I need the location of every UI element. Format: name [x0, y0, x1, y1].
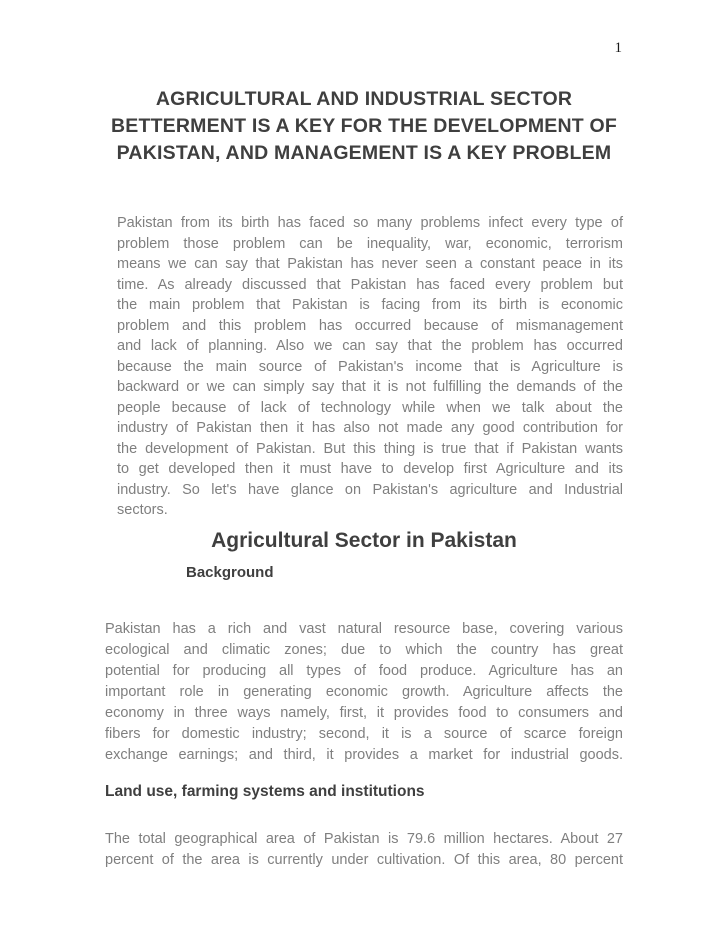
subheading-background: Background: [186, 563, 274, 581]
text-line: potential for producing all types of food produce. Agriculture has an: [105, 662, 623, 679]
text-line: BETTERMENT IS A KEY FOR THE DEVELOPMENT OF: [110, 115, 618, 137]
text-line: Pakistan has a rich and vast natural resource base, covering various: [105, 620, 623, 637]
text-line: fibers for domestic industry; second, it is a source of scarce foreign: [105, 725, 623, 742]
text-line: AGRICULTURAL AND INDUSTRIAL SECTOR: [155, 88, 573, 110]
text-line: sectors.: [117, 502, 168, 518]
text-line: the main problem that Pakistan is facing from its birth is economic: [117, 297, 623, 313]
text-line: backward or we can simply say that it is not fulfilling the demands of the: [117, 379, 623, 395]
text-line: time. As already discussed that Pakistan has faced every problem but: [117, 276, 623, 293]
text-line: economy in three ways namely, first, it provides food to consumers and: [105, 704, 623, 721]
text-line: exchange earnings; and third, it provides a market for industrial goods.: [105, 746, 623, 763]
subheading-land-use: Land use, farming systems and institutions: [105, 782, 425, 800]
text-line: industry of Pakistan then it has also not made any good contribution for: [117, 420, 623, 436]
background-paragraph: [105, 619, 623, 766]
text-line: percent of the area is currently under cultivation. Of this area, 80 percent: [105, 851, 623, 868]
page-number: 1: [614, 40, 622, 56]
text-line: the development of Pakistan. But this thing is true that if Pakistan wants: [117, 440, 623, 457]
section-heading-agricultural-sector: Agricultural Sector in Pakistan: [211, 528, 517, 552]
text-line: PAKISTAN, AND MANAGEMENT IS A KEY PROBLEM: [116, 142, 612, 164]
text-line: to get developed then it must have to develop first Agriculture and its: [117, 461, 623, 477]
text-line: people because of lack of technology while when we talk about the: [117, 399, 623, 416]
text-line: problem and this problem has occurred because of mismanagement: [117, 317, 623, 334]
text-line: means we can say that Pakistan has never seen a constant peace in its: [117, 256, 623, 272]
text-line: The total geographical area of Pakistan is 79.6 million hectares. About 27: [105, 830, 623, 847]
text-line: important role in generating economic growth. Agriculture affects the: [105, 683, 623, 700]
text-line: ecological and climatic zones; due to which the country has great: [105, 641, 623, 658]
land-use-paragraph: [105, 829, 623, 871]
text-line: because the main source of Pakistan's income that is Agriculture is: [117, 358, 623, 375]
text-line: industry. So let's have glance on Pakistan's agriculture and Industrial: [117, 481, 623, 498]
text-line: problem those problem can be inequality, war, economic, terrorism: [117, 235, 623, 252]
text-line: Pakistan from its birth has faced so many problems infect every type of: [117, 215, 623, 231]
document-title: [105, 86, 623, 167]
intro-paragraph: [105, 213, 623, 521]
text-line: and lack of planning. Also we can say that the problem has occurred: [117, 338, 623, 354]
